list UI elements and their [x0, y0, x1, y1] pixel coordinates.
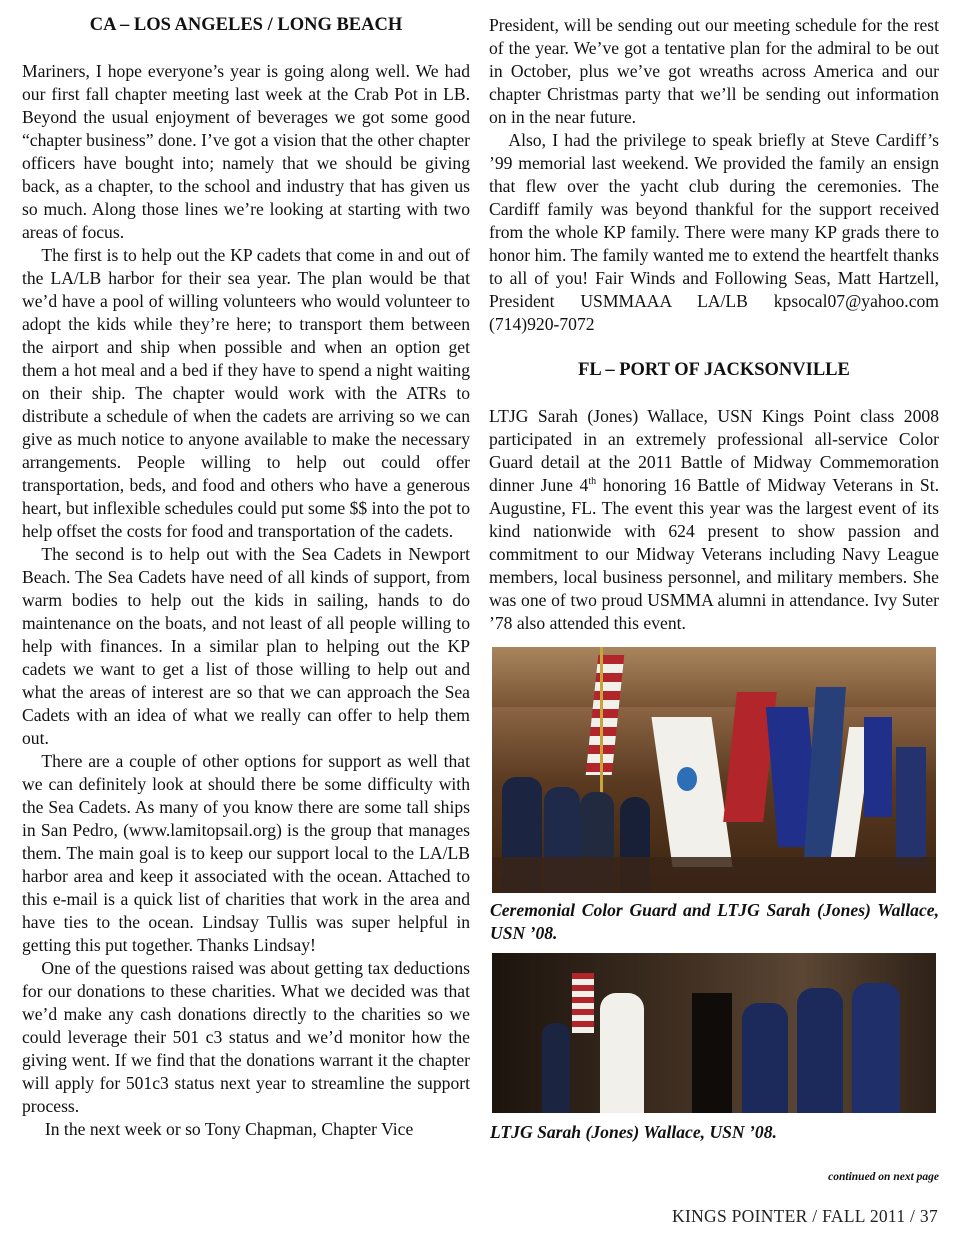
- flag-icon: [864, 717, 892, 817]
- paragraph-text: honoring 16 Battle of Midway Veterans in St. Augustine, FL. The event this year was the largest event of its kind nationwide with 624 present to show passion and commitment to our Midway Veterans including Navy League members, local business personnel, and military members. She was one of two proud USMMA alumni in attendance. Ivy Suter ’78 also attended this event.: [489, 475, 939, 633]
- paragraph: The first is to help out the KP cadets that come in and out of the LA/LB harbor for their sea year. The plan would be that we’d have a pool of willing volunteers who would volunteer to adopt the kids while they’re here; to transport them between the airport and ship when possible and when an option get them a hot meal and a bed if they have to spend a night waiting on their ship. The chapter would work with the ATRs to distribute a schedule of when the cadets are arriving so we can give as much notice to anyone available to make the necessary arrangements. People willing to help out could offer transportation, beds, and food and others who have a generous heart, but inflexible schedules could put some $$ into the pot to help offset the costs for food and transportation of the cadets.: [22, 245, 470, 541]
- paragraph-jacksonville: [489, 405, 939, 635]
- person-figure: [797, 988, 843, 1113]
- emblem-icon: [677, 767, 697, 791]
- paragraph: Mariners, I hope everyone’s year is going along well. We had our first fall chapter meeting last week at the Crab Pot in LB. Beyond the usual enjoyment of beverages we got some good “chapter business” done. I’ve got a vision that the other chapter officers have bought into; namely that we should be giving back, as a chapter, to the school and industry that has given us so much. Along those lines we’re looking at starting with two areas of focus.: [22, 61, 470, 242]
- paragraph: The second is to help out with the Sea Cadets in Newport Beach. The Sea Cadets have need of all kinds of support, from warm bodies to help out the kids in sailing, hands to do maintenance on the boats, and not least of all people willing to help with finances. In a similar plan to helping out the KP cadets we want to get a list of those willing to help out and what the areas of interest are so that we can approach the Sea Cadets with an idea of what we really can offer to help them out.: [22, 544, 470, 748]
- person-figure: [852, 983, 900, 1113]
- person-figure: [600, 993, 644, 1113]
- paragraph-text: LTJG Sarah (Jones) Wallace, USN Kings Point class 2008 participated in an extremely professional all-service Color Guard detail at the 2011 Battle of Midway Commemoration dinner June 4: [489, 406, 939, 495]
- spacer: [489, 382, 939, 405]
- section-heading-jacksonville: FL – PORT OF JACKSONVILLE: [578, 360, 850, 380]
- superscript: th: [588, 476, 597, 488]
- photo-color-guard: [492, 647, 936, 893]
- page-footer: KINGS POINTER / FALL 2011 / 37: [672, 1206, 938, 1226]
- photo-caption-2: LTJG Sarah (Jones) Wallace, USN ’08.: [490, 1122, 777, 1142]
- paragraph: President, will be sending out our meeting schedule for the rest of the year. We’ve got a tentative plan for the admiral to be out in October, plus we’ve got wreaths across America and our chapter Christmas party that we’ll be sending out information on in the near future.: [489, 15, 939, 127]
- flag-icon: [896, 747, 926, 867]
- left-column: [22, 14, 470, 1141]
- right-column: [489, 14, 939, 1152]
- photo-floor: [492, 857, 936, 893]
- person-figure: [542, 1023, 570, 1113]
- podium: [692, 993, 732, 1113]
- photo-caption-1: Ceremonial Color Guard and LTJG Sarah (Jones) Wallace, USN ’08.: [490, 900, 939, 943]
- paragraph: In the next week or so Tony Chapman, Chapter Vice: [44, 1119, 414, 1139]
- spacer: [22, 37, 470, 60]
- photo-salute: [492, 953, 936, 1113]
- paragraph: Also, I had the privilege to speak briefly at Steve Cardiff’s ’99 memorial last weekend. We provided the family an ensign that flew over the yacht club during the ceremonies. The Cardiff family was beyond thankful for the support received from the whole KP family. There were many KP grads there to honor him. The family wanted me to extend the heartfelt thanks to all of you! Fair Winds and Following Seas, Matt Hartzell, President USMMAAA LA/LB kpsocal07@yahoo.com (714)920-7072: [489, 130, 939, 334]
- section-heading-la-lb: CA – LOS ANGELES / LONG BEACH: [89, 15, 403, 35]
- paragraph: One of the questions raised was about getting tax deductions for our donations to these charities. What we decided was that we’d make any cash donations directly to the charities so we could leverage their 501 c3 status and we’d monitor how the giving went. If we find that the donations warrant it the chapter will apply for 501c3 status next year to streamline the support process.: [22, 958, 470, 1116]
- spacer: [489, 336, 939, 359]
- person-figure: [742, 1003, 788, 1113]
- flag-icon: [572, 973, 594, 1033]
- paragraph: There are a couple of other options for support as well that we can definitely look at should there be some difficulty with the Sea Cadets. As many of you know there are some tall ships in San Pedro, (www.lamitopsail.org) is the group that manages them. The main goal is to keep our support local to the LA/LB harbor area and keep it associated with the ocean. Attached to this e-mail is a quick list of charities that work in the area and have ties to the ocean. Lindsay Tullis was super helpful in getting this put together. Thanks Lindsay!: [22, 751, 470, 955]
- continued-note: continued on next page: [828, 1171, 939, 1183]
- photo-background: [492, 647, 936, 707]
- flag-icon: [651, 717, 732, 867]
